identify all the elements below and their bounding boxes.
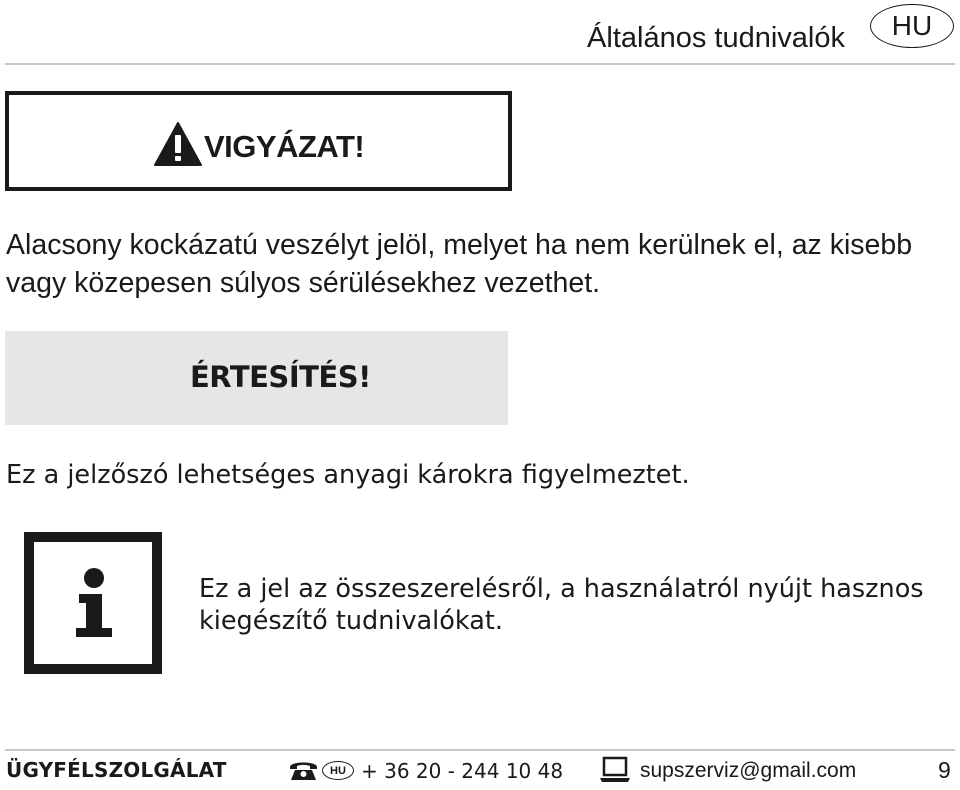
laptop-icon (599, 756, 631, 784)
customer-service-label: ÜGYFÉLSZOLGÁLAT (6, 758, 227, 782)
caution-description: Alacsony kockázatú veszélyt jelöl, melyet ha nem kerülnek el, az kisebb vagy közepesen súlyos sérülésekhez vezethet. (6, 229, 913, 299)
warning-triangle-icon (153, 121, 203, 167)
phone-icon (287, 758, 320, 782)
phone-number: + 36 20 - 244 10 48 (361, 759, 564, 783)
notice-label: ÉRTESÍTÉS! (190, 360, 371, 394)
info-description: Ez a jel az összeszerelésről, a használatról nyújt hasznos kiegészítő tudnivalókat. (199, 574, 924, 636)
header-divider (5, 63, 955, 65)
caution-label: VIGYÁZAT! (204, 129, 365, 164)
page-section-title: Általános tudnivalók (587, 22, 845, 54)
footer-divider (5, 749, 955, 751)
caution-box (5, 91, 512, 191)
notice-description: Ez a jelzőszó lehetséges anyagi károkra figyelmeztet. (6, 460, 690, 490)
country-code-badge: HU (322, 761, 354, 780)
info-icon (24, 532, 162, 674)
notice-box (5, 331, 508, 425)
language-badge: HU (870, 4, 954, 48)
footer (0, 756, 960, 790)
caution-heading (153, 121, 364, 167)
page-number: 9 (938, 757, 951, 783)
email-address[interactable]: supszerviz@gmail.com (640, 759, 857, 782)
